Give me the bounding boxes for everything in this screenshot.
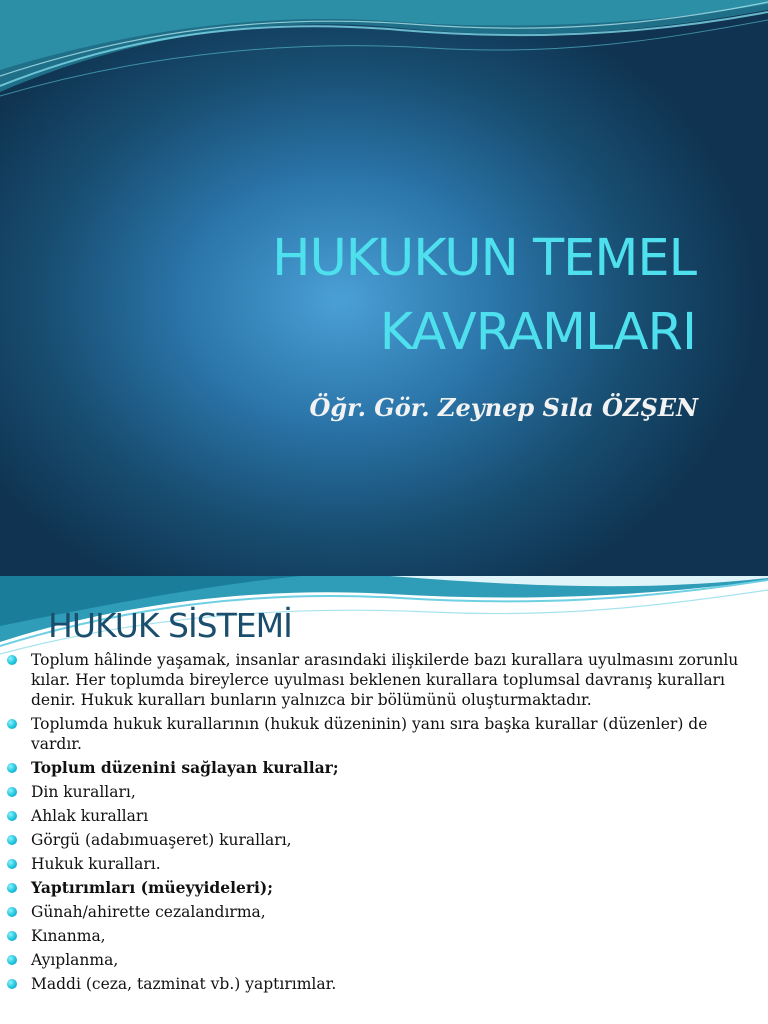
- bullet-icon: [7, 835, 17, 845]
- bullet-icon: [7, 955, 17, 965]
- slide-heading: HUKUK SİSTEMİ: [48, 606, 292, 645]
- bullet-icon: [7, 859, 17, 869]
- bullet-icon: [7, 811, 17, 821]
- bullet-icon: [7, 787, 17, 797]
- list-item: Maddi (ceza, tazminat vb.) yaptırımlar.: [0, 974, 768, 994]
- list-item: Toplum hâlinde yaşamak, insanlar arasındaki ilişkilerde bazı kurallara uyulmasını zorunlu kılar. Her toplumda bireylerce uyulması beklenen kurallara toplumsal davranış kuralları denir. Hukuk kuralları bunların yalnızca bir bölümünü oluşturmaktadır.: [0, 650, 768, 710]
- slide-title: [56, 222, 696, 370]
- list-item: Toplum düzenini sağlayan kurallar;: [0, 758, 768, 778]
- list-item: Hukuk kuralları.: [0, 854, 768, 874]
- bullet-icon: [7, 931, 17, 941]
- list-item: Kınanma,: [0, 926, 768, 946]
- list-item: Ayıplanma,: [0, 950, 768, 970]
- bullet-icon: [7, 763, 17, 773]
- bullet-icon: [7, 979, 17, 989]
- header-wave-decoration: [0, 0, 768, 120]
- title-line-2: KAVRAMLARI: [379, 303, 696, 362]
- title-line-1: HUKUKUN TEMEL: [272, 229, 696, 288]
- list-item: Ahlak kuralları: [0, 806, 768, 826]
- author-name: Öğr. Gör. Zeynep Sıla ÖZŞEN: [309, 393, 698, 422]
- bullet-icon: [7, 719, 17, 729]
- bullet-list: [0, 650, 768, 998]
- bullet-icon: [7, 655, 17, 665]
- list-item: Günah/ahirette cezalandırma,: [0, 902, 768, 922]
- content-slide: [0, 576, 768, 1024]
- list-item: Yaptırımları (müeyyideleri);: [0, 878, 768, 898]
- list-item: Toplumda hukuk kurallarının (hukuk düzeninin) yanı sıra başka kurallar (düzenler) de vardır.: [0, 714, 768, 754]
- list-item: Din kuralları,: [0, 782, 768, 802]
- list-item: Görgü (adabımuaşeret) kuralları,: [0, 830, 768, 850]
- bullet-icon: [7, 907, 17, 917]
- bullet-icon: [7, 883, 17, 893]
